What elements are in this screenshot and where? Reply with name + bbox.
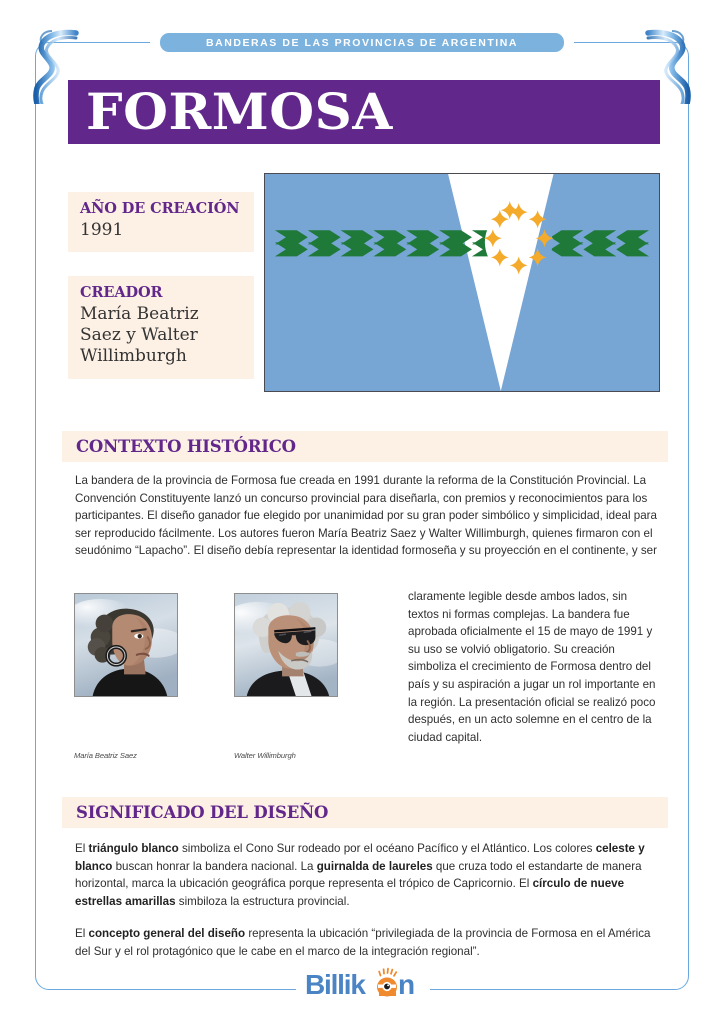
significado-paragraph-1: El triángulo blanco simboliza el Cono Sur rodeado por el océano Pacífico y el Atlántico. Los colores celeste y blanco buscan honrar la bandera nacional. La guirnalda de laureles que cruza todo el estandarte de manera horizontal, marca la ubicación geográfica porque representa el trópico de Capricornio. El círculo de nueve estrellas amarillas simbiloza la estructura provincial. [75,842,645,908]
contexto-paragraph: La bandera de la provincia de Formosa fue creada en 1991 durante la reforma de la Constitución Provincial. La Convención Constituyente lanzó un concurso provincial para diseñarla, con premios y reconocimientos para los participantes. El diseño ganador fue elegido por unanimidad por su gran poder simbólico y simplicidad, ideal para ser reproducido fácilmente. Los autores fueron María Beatriz Saez y Walter Willimburgh, quienes firmaron con el seudónimo “Lapacho”. El diseño debía representar la identidad formoseña y su proyección en el continente, y ser [75,474,657,558]
page-title-bar [68,80,660,144]
fact-box-creator [68,276,254,379]
page-title: FORMOSA [86,82,393,141]
svg-text:Billik: Billik [305,969,365,1000]
contexto-paragraph-continued: claramente legible desde ambos lados, sin textos ni formas complejas. La bandera fue aprobada oficialmente el 15 de mayo de 1991 y su uso se volvió obligatorio. Su creación simboliza el crecimiento de Formosa dentro del país y su aspiración a jugar un rol importante en la región. La presentación oficial se realizó poco después, en un acto solemne en el centro de la ciudad capital. [408,590,656,744]
section-header-contexto [62,431,668,462]
significado-paragraph-2: El concepto general del diseño representa la ubicación “privilegiada de la provincia de Formosa en el América del Sur y el rol protagónico que le cabe en el marco de la integración regional”. [75,927,651,958]
svg-text:n: n [398,969,415,1000]
section-heading-contexto: CONTEXTO HISTÓRICO [76,437,296,456]
fact-label-creator: CREADOR [80,284,163,301]
photo-walter-willimburgh [234,593,338,697]
photo-maria-beatriz-saez [74,593,178,697]
billiken-logo [305,966,423,1002]
fact-box-year [68,192,254,252]
section-heading-significado: SIGNIFICADO DEL DISEÑO [76,803,329,822]
photo-caption-maria-beatriz-saez: María Beatriz Saez [74,751,137,760]
series-banner [160,33,564,52]
fact-label-year: AÑO DE CREACIÓN [80,200,240,217]
series-banner-label: BANDERAS DE LAS PROVINCIAS DE ARGENTINA [205,36,519,49]
fact-value-creator: María Beatriz Saez y Walter Willimburgh [80,303,199,367]
flag-image-formosa [264,173,660,392]
section-header-significado [62,797,668,828]
photo-caption-walter-willimburgh: Walter Willimburgh [234,751,296,760]
fact-value-year: 1991 [80,219,124,240]
